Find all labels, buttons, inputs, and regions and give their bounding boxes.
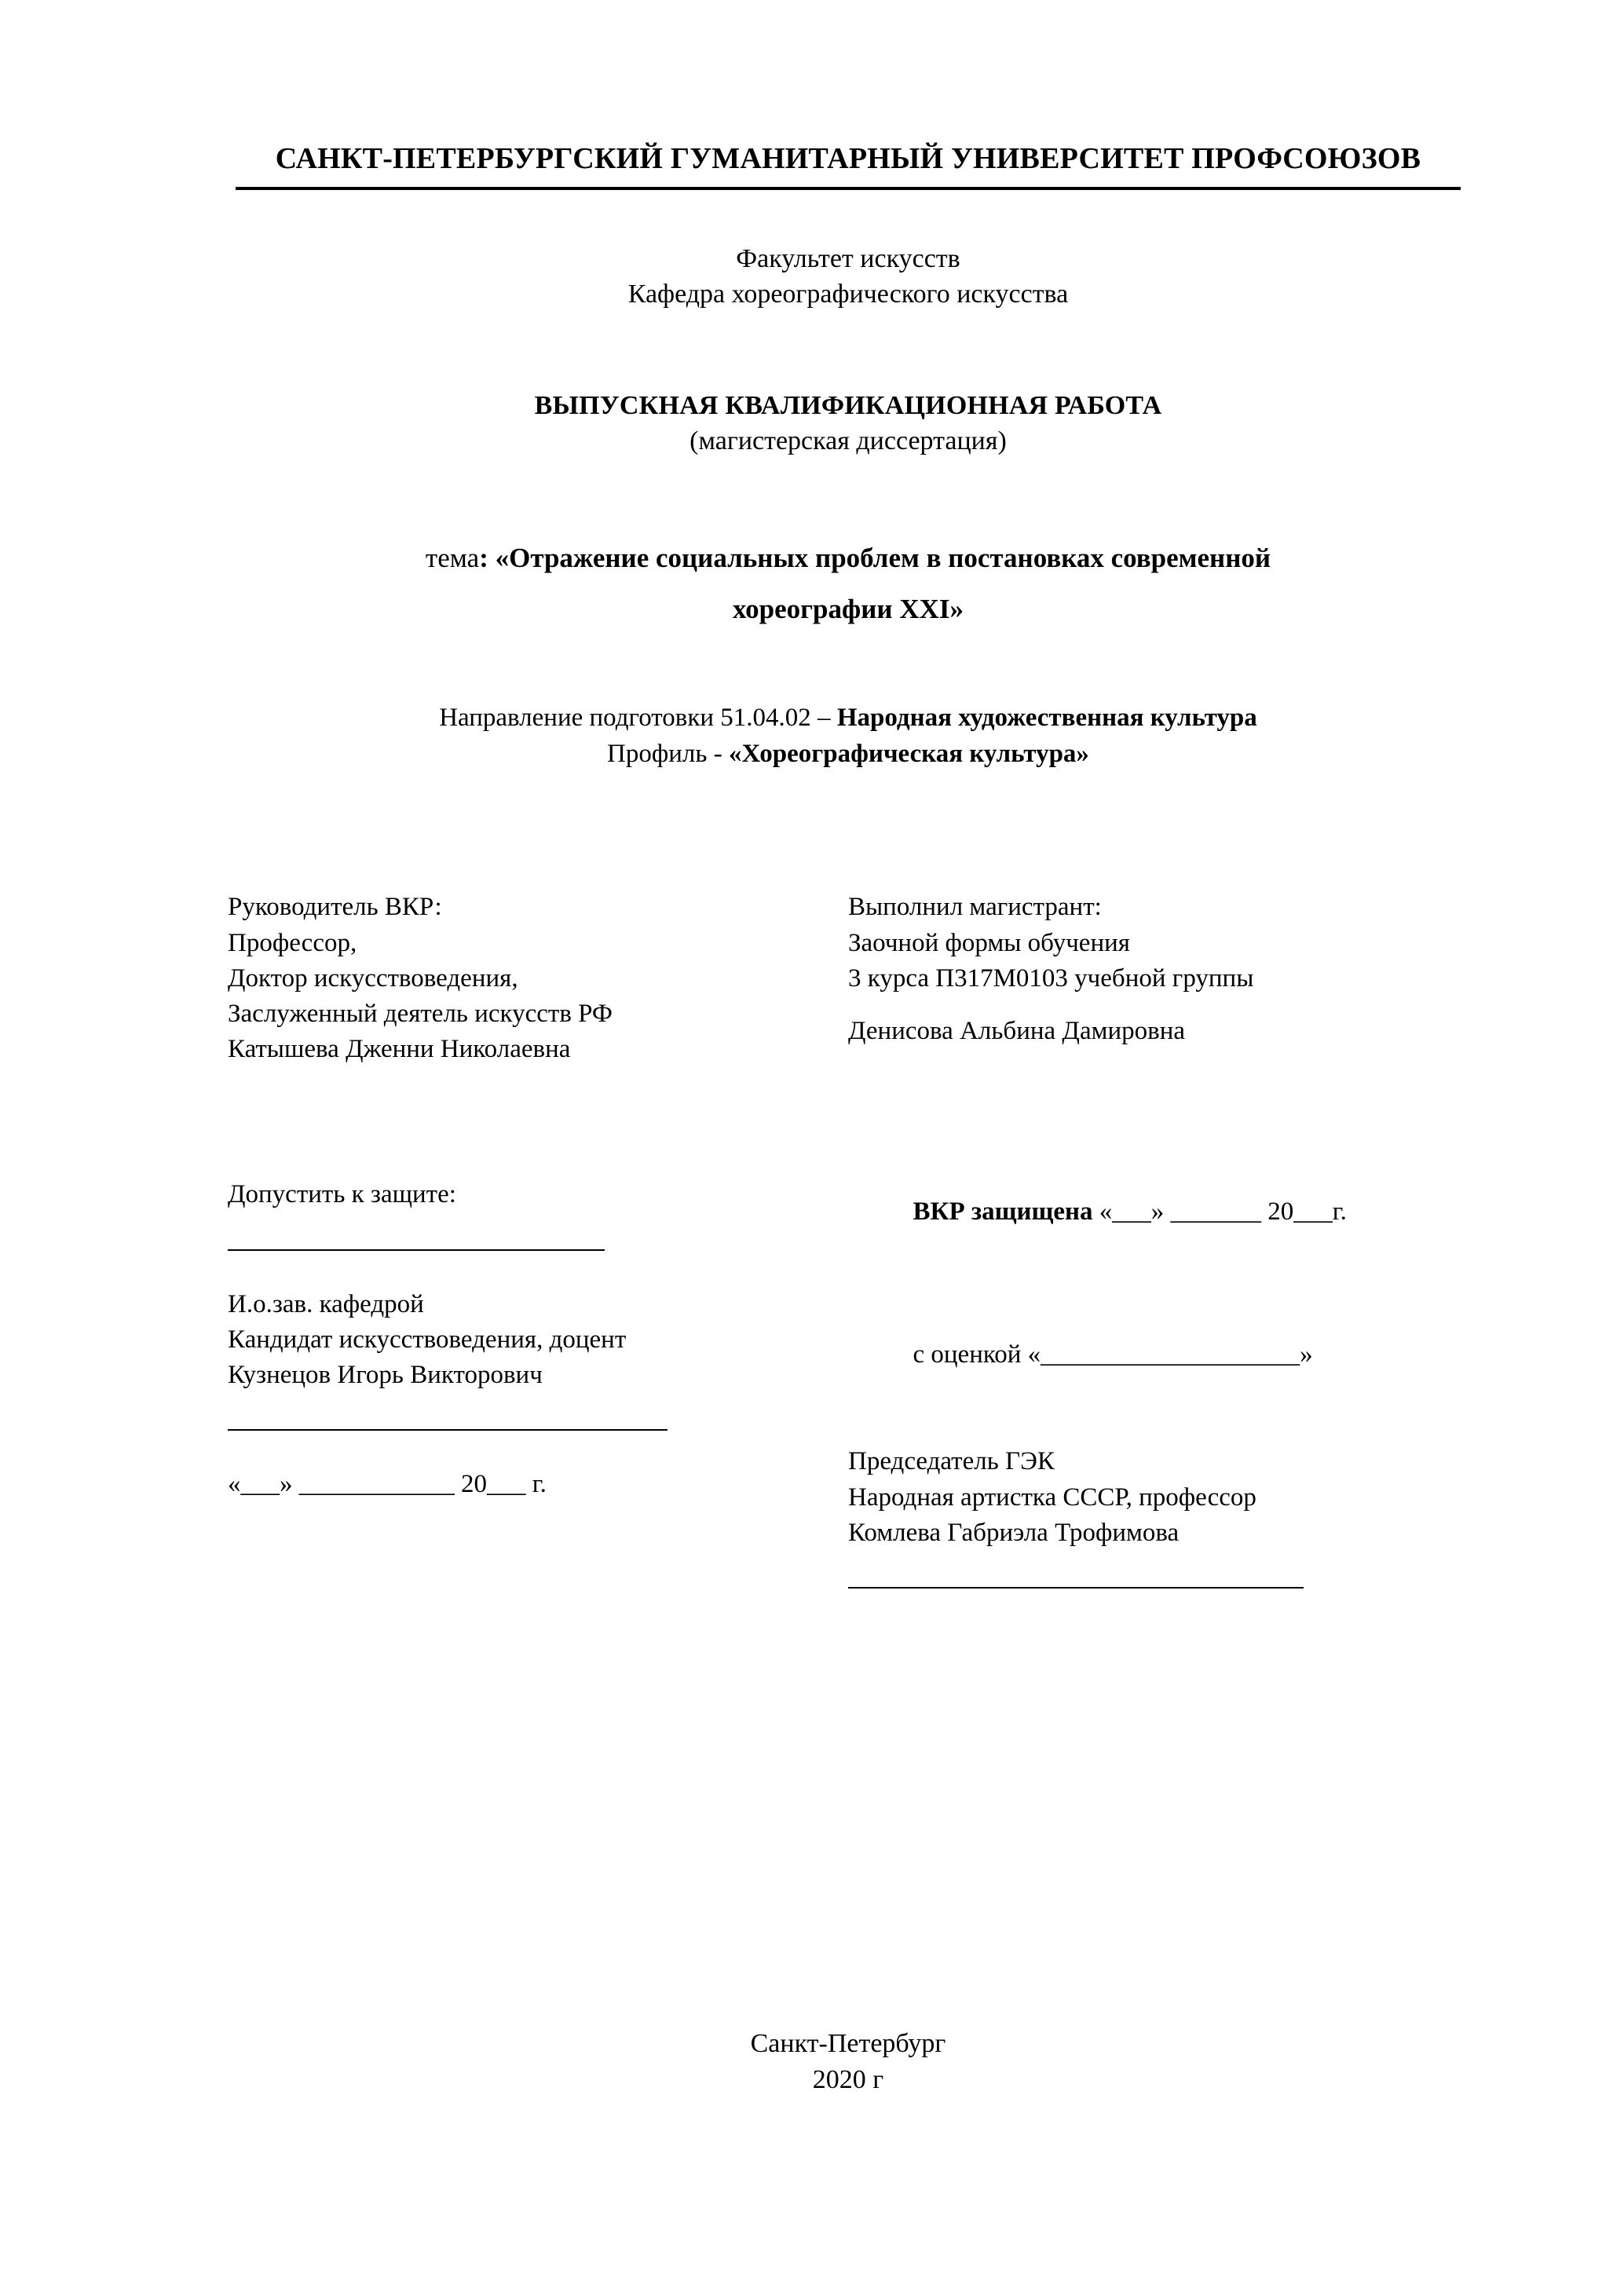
university-title: САНКТ-ПЕТЕРБУРГСКИЙ ГУМАНИТАРНЫЙ УНИВЕРСИТЕТ ПРОФСОЮЗОВ	[236, 141, 1461, 190]
student-name: Денисова Альбина Дамировна	[848, 1017, 1186, 1046]
direction-value: Народная художественная культура	[836, 704, 1257, 733]
spacer	[228, 1431, 848, 1467]
spacer	[228, 1393, 848, 1429]
defense-grade-blank: ____________________»	[1041, 1340, 1313, 1369]
city-year-block	[228, 2026, 1469, 2097]
city-name: Санкт-Петербург	[750, 2029, 946, 2058]
supervisor-heading: Руководитель ВКР:	[228, 893, 442, 922]
spacer	[848, 1266, 1469, 1302]
supervisor-name: Катышева Дженни Николаевна	[228, 1035, 571, 1064]
year-value: 2020 г	[812, 2064, 884, 2094]
admission-name: Кузнецов Игорь Викторович	[228, 1361, 543, 1390]
theme-block	[228, 533, 1469, 635]
left-column	[228, 890, 848, 1502]
faculty-name: Факультет искусств	[736, 244, 960, 273]
student-heading: Выполнил магистрант:	[848, 893, 1102, 922]
theme-text-line-1: : «Отражение социальных проблем в постановках современной	[479, 542, 1271, 573]
profile-line	[228, 737, 1469, 773]
supervisor-line-2: Доктор искусствоведения,	[228, 963, 518, 993]
defense-grade-line	[848, 1302, 1469, 1409]
profile-value: «Хореографическая культура»	[728, 739, 1089, 768]
work-type-title: ВЫПУСКНАЯ КВАЛИФИКАЦИОННАЯ РАБОТА	[534, 390, 1162, 420]
direction-profile-block	[228, 700, 1469, 772]
supervisor-line-1: Профессор,	[228, 928, 357, 957]
document-content	[228, 141, 1469, 2094]
direction-line	[228, 700, 1469, 737]
direction-prefix: Направление подготовки 51.04.02 –	[439, 704, 837, 733]
theme-line-1	[228, 533, 1469, 584]
defense-heading	[848, 1159, 1469, 1266]
right-column	[848, 890, 1469, 1589]
theme-text-line-2: хореографии XXI»	[733, 593, 964, 624]
admission-degree: Кандидат искусствоведения, доцент	[228, 1325, 627, 1354]
student-line-1: Заочной формы обучения	[848, 928, 1130, 957]
spacer	[848, 996, 1469, 1014]
work-type-subtitle: (магистерская диссертация)	[689, 426, 1007, 456]
student-line-2: 3 курса П317М0103 учебной группы	[848, 963, 1254, 993]
defense-signature-rule	[848, 1587, 1304, 1589]
spacer	[228, 1213, 848, 1249]
defense-title: Народная артистка СССР, профессор	[848, 1483, 1256, 1512]
spacer	[228, 1251, 848, 1287]
profile-prefix: Профиль -	[607, 739, 729, 768]
admission-heading: Допустить к защите:	[228, 1180, 456, 1209]
defense-name: Комлева Габриэла Трофимова	[848, 1518, 1180, 1547]
defense-grade-prefix: с оценкой «	[913, 1340, 1041, 1369]
supervisor-line-3: Заслуженный деятель искусств РФ	[228, 1000, 613, 1029]
spacer	[848, 1551, 1469, 1587]
admission-date-line: «___» ____________ 20___ г.	[228, 1470, 547, 1499]
work-type-block	[228, 388, 1469, 459]
department-name: Кафедра хореографического искусства	[627, 279, 1069, 309]
defense-heading-rest: «___» _______ 20___г.	[1099, 1197, 1347, 1227]
faculty-department-block	[228, 242, 1469, 313]
defense-role: Председатель ГЭК	[848, 1447, 1055, 1476]
spacer	[848, 1408, 1469, 1444]
spacer	[848, 1049, 1469, 1159]
spacer	[228, 1067, 848, 1177]
admission-role: И.о.зав. кафедрой	[228, 1289, 424, 1318]
theme-label: тема	[425, 542, 480, 573]
defense-heading-bold: ВКР защищена	[913, 1197, 1099, 1227]
